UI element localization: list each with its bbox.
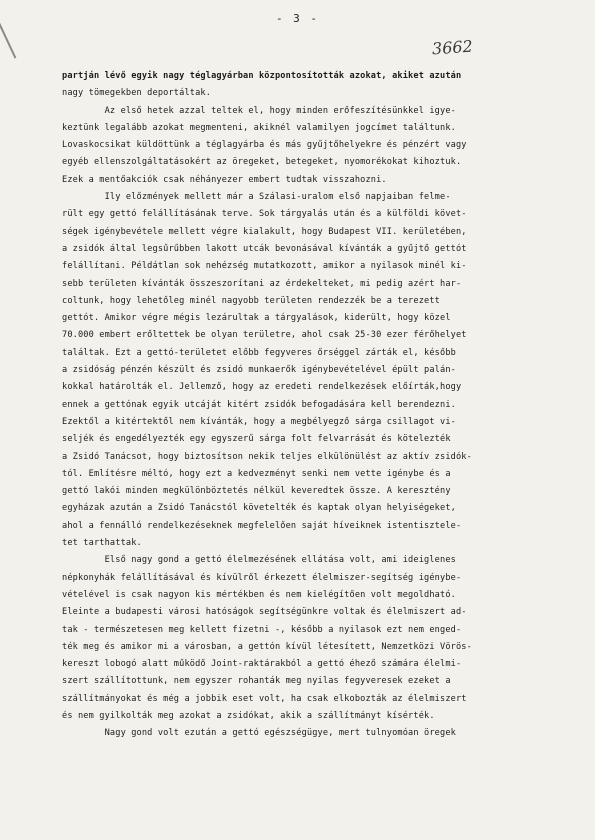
text-line: ahol a fennálló rendelkezéseknek megfelelően saját híveiknek istentisztele- bbox=[62, 520, 462, 531]
text-line: coltunk, hogy lehetőleg minél nagyobb területen rendezzék be a terezett bbox=[62, 295, 440, 306]
text-line: Első nagy gond a gettó élelmezésének ellátása volt, ami ideiglenes bbox=[62, 555, 456, 566]
text-line: sebb területen kívánták összeszorítani az érdekelteket, mi pedig azért har- bbox=[62, 278, 462, 289]
text-line: nagy tömegekben deportáltak. bbox=[62, 88, 212, 99]
text-line: ték meg és amikor mi a városban, a gettón kívül létesített, Nemzetközi Vörös- bbox=[62, 641, 472, 652]
typewritten-text-body bbox=[62, 68, 552, 743]
text-line: kokkal határolták el. Jellemző, hogy az eredeti rendelkezések előírták,hogy bbox=[62, 382, 462, 393]
text-line: és nem gyilkolták meg azokat a zsidókat, akik a szállítmányt kísérték. bbox=[62, 710, 435, 721]
text-line: Eleinte a budapesti városi hatóságok segítségünkre voltak és élelmiszert ad- bbox=[62, 607, 467, 618]
text-line: Ezek a mentőakciók csak néhányezer embert tudtak visszahozni. bbox=[62, 174, 387, 185]
text-line: 70.000 embert erőltettek be olyan területre, ahol csak 25-30 ezer férőhelyet bbox=[62, 330, 467, 341]
text-line: a zsidóság pénzén készült és zsidó munkaerők igénybevételével épült palán- bbox=[62, 365, 456, 376]
text-line: egyéb ellenszolgáltatásokért az öregeket, betegeket, nyomorékokat kihoztuk. bbox=[62, 157, 462, 168]
text-line: kereszt lobogó alatt működő Joint-raktárakból a gettó éhező számára élelmi- bbox=[62, 659, 462, 670]
text-line: partján lévő egyik nagy téglagyárban központosították azokat, akiket azután bbox=[62, 71, 462, 81]
text-line: Az első hetek azzal teltek el, hogy minden erőfeszítésünkkel igye- bbox=[62, 105, 456, 116]
text-line: a zsidók által legsűrűbben lakott utcák bevonásával kívánták a gyűjtő gettót bbox=[62, 243, 467, 254]
text-line: seljék és engedélyezték egy egyszerű sárga folt felvarrását és kötelezték bbox=[62, 434, 451, 445]
page-edge-mark bbox=[0, 21, 16, 58]
text-line: tet tarthattak. bbox=[62, 538, 142, 549]
text-line: Lovaskocsikat küldöttünk a téglagyárba és más gyűjtőhelyekre és pénzért vagy bbox=[62, 140, 467, 151]
text-line: gettót. Amikor végre mégis lezárultak a tárgyalások, kiderült, hogy közel bbox=[62, 313, 451, 324]
text-line: Ezektől a kitértektől nem kívánták, hogy a megbélyegző sárga csillagot vi- bbox=[62, 416, 456, 427]
text-line: szállítmányokat és még a jobbik eset volt, ha csak elkobozták az élelmiszert bbox=[62, 693, 467, 704]
text-line: Nagy gond volt ezután a gettó egészségügye, mert tulnyomóan öregek bbox=[62, 728, 456, 739]
text-line: felállítani. Példátlan sok nehézség mutatkozott, amikor a nyilasok minél ki- bbox=[62, 261, 467, 272]
page-number: - 3 - bbox=[275, 12, 320, 25]
text-line: Ily előzmények mellett már a Szálasi-uralom első napjaiban felme- bbox=[62, 192, 451, 203]
text-line: keztünk legalább azokat megmenteni, akiknél valamilyen jogcímet találtunk. bbox=[62, 122, 456, 133]
text-line: egyházak azután a Zsidó Tanácstól követelték és kaptak olyan helyiségeket, bbox=[62, 503, 456, 514]
text-line: ségek igénybevétele mellett végre kialakult, hogy Budapest VII. kerületében, bbox=[62, 226, 467, 237]
text-line: a Zsidó Tanácsot, hogy biztosítson nekik teljes elkülönülést az aktív zsidók- bbox=[62, 451, 472, 462]
text-line: tak - természetesen meg kellett fizetni -, később a nyilasok ezt nem enged- bbox=[62, 624, 462, 635]
text-line: vételével is csak nagyon kis mértékben és nem kielégítően volt megoldható. bbox=[62, 589, 456, 600]
handwritten-archive-number: 3662 bbox=[431, 36, 474, 59]
text-line: találtak. Ezt a gettó-területet előbb fegyveres őrséggel zárták el, később bbox=[62, 347, 456, 358]
text-line: tól. Említésre méltó, hogy ezt a kedvezményt senki nem vette igénybe és a bbox=[62, 468, 451, 479]
text-line: népkonyhák felállításával és kívülről érkezett élelmiszer-segítség igénybe- bbox=[62, 572, 462, 583]
text-line: rült egy gettó felállításának terve. Sok tárgyalás után és a külföldi követ- bbox=[62, 209, 467, 220]
text-line: gettó lakói minden megkülönböztetés nélkül keveredtek össze. A keresztény bbox=[62, 486, 451, 497]
text-line: szert szállítottunk, nem egyszer rohanták meg nyilas fegyveresek ezeket a bbox=[62, 676, 451, 687]
text-line: ennek a gettónak egyik utcáját kitért zsidók befogadására kell berendezni. bbox=[62, 399, 456, 410]
